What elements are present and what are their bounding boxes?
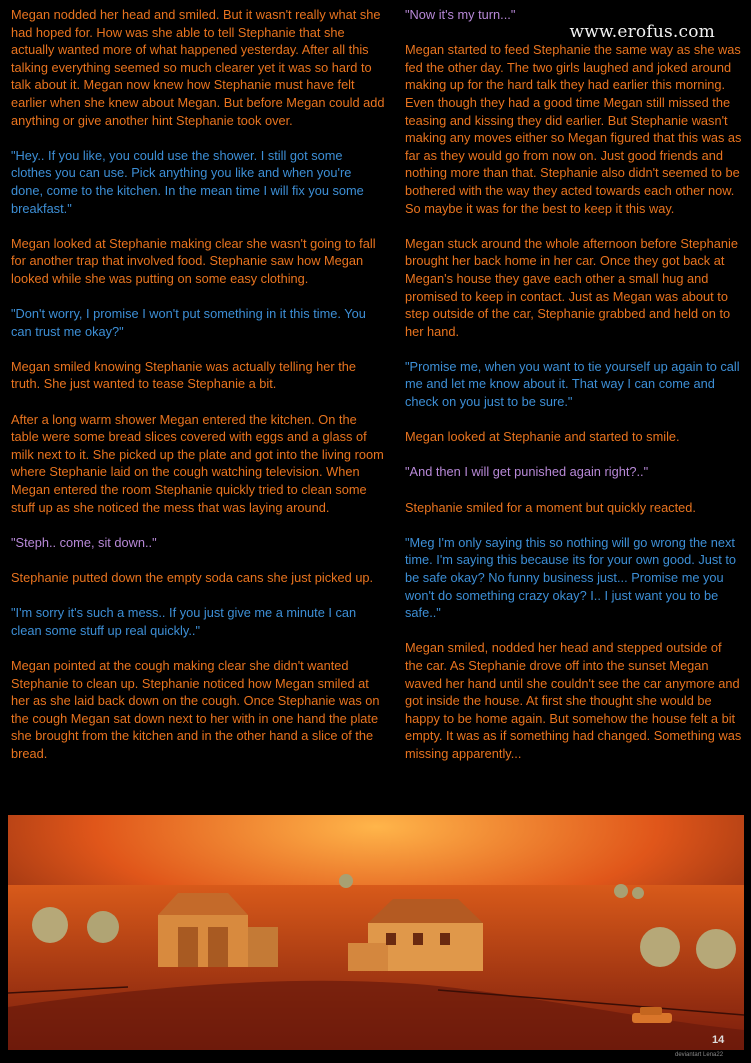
paragraph: "And then I will get punished again right?.." (405, 464, 649, 480)
paragraph: Megan smiled, nodded her head and stepped outside of the car. As Stephanie drove off into the sunset Megan waved her hand until she couldn't see the car anymore and got inside the house. At first she thought she would be happy to be home again. But somehow the house felt a bit empty. It was as if something had changed. Something was missing apparently... (405, 640, 742, 761)
page-number: 14 (712, 1034, 725, 1046)
artist-credit: deviantart Lena22 (675, 1052, 724, 1058)
paragraph: Stephanie smiled for a moment but quickly reacted. (405, 499, 696, 515)
paragraph: After a long warm shower Megan entered the kitchen. On the table were some bread slices covered with eggs and a glass of milk next to it. She picked up the plate and got into the living room where Stephanie laid on the cough watching television. When Megan entered the room Stephanie quickly tried to clean some stuff up as she noticed the mess that was laying around. (11, 411, 384, 515)
paragraph: "Promise me, when you want to tie yourself up again to call me and let me know about it. That way I can come and check on you just to be sure." (405, 358, 740, 410)
right-text-column (405, 6, 742, 780)
paragraph: "Now it's my turn..." (405, 7, 516, 22)
paragraph: Megan nodded her head and smiled. But it wasn't really what she had hoped for. How was she able to tell Stephanie that she actually wanted more of what happened yesterday. After all this talking everything seemed so much clearer yet it was so hard to talk about it. Megan now knew how Stephanie must have felt earlier when she knew about Megan. But before Megan could add anything or give another hint Stephanie took over. (11, 7, 385, 128)
paragraph: "Meg I'm only saying this so nothing will go wrong the next time. I'm saying this because its for your own good. Just to be safe okay? No funny business just... Promise me you won't do something crazy okay? I.. I just want you to be safe.." (405, 534, 737, 621)
left-text-column (11, 6, 385, 780)
paragraph: Megan started to feed Stephanie the same way as she was fed the other day. The two girls laughed and joked around making up for the hard talk they had earlier this morning. Even though they had a good time Megan still missed the teasing and kissing they did earlier. But Stephanie wasn't making any moves either so Megan figured that this was as far as they would go from now on. Just good friends and nothing more than that. Stephanie also didn't seemed to be bothered with the way they acted towards each other now. So maybe it was for the best to keep it this way. (405, 42, 742, 216)
watermark: www.erofus.com (569, 22, 715, 42)
paragraph: "Don't worry, I promise I won't put something in it this time. You can trust me okay?" (11, 306, 366, 339)
paragraph: "I'm sorry it's such a mess.. If you just give me a minute I can clean some stuff up real quickly.." (11, 605, 357, 638)
paragraph: Megan smiled knowing Stephanie was actually telling her the truth. She just wanted to tease Stephanie a bit. (11, 358, 357, 392)
paragraph: Megan stuck around the whole afternoon before Stephanie brought her back home in her car. Once they got back at Megan's house they gave each other a small hug and promised to keep in contact. Just as Megan was about to step outside of the car, Stephanie grabbed and held on to her hand. (405, 235, 738, 339)
paragraph: "Hey.. If you like, you could use the shower. I still got some clothes you can use. Pick anything you like and when you're done, come to the kitchen. In the mean time I will fix you some breakfast." (11, 147, 364, 216)
paragraph: "Steph.. come, sit down.." (11, 534, 157, 550)
paragraph: Megan looked at Stephanie and started to smile. (405, 429, 680, 445)
paragraph: Megan looked at Stephanie making clear she wasn't going to fall for another trap that involved food. Stephanie saw how Megan looked while she was putting on some easy clothing. (11, 235, 376, 286)
paragraph: Megan pointed at the cough making clear she didn't wanted Stephanie to clean up. Stephanie noticed how Megan smiled at her as she laid back down on the cough. Once Stephanie was on the cough Megan sat down next to her with in one hand the plate she brought from the kitchen and in the other hand a slice of the bread. (11, 657, 380, 761)
farm-sunset-illustration (8, 815, 744, 1050)
paragraph: Stephanie putted down the empty soda cans she just picked up. (11, 570, 374, 585)
